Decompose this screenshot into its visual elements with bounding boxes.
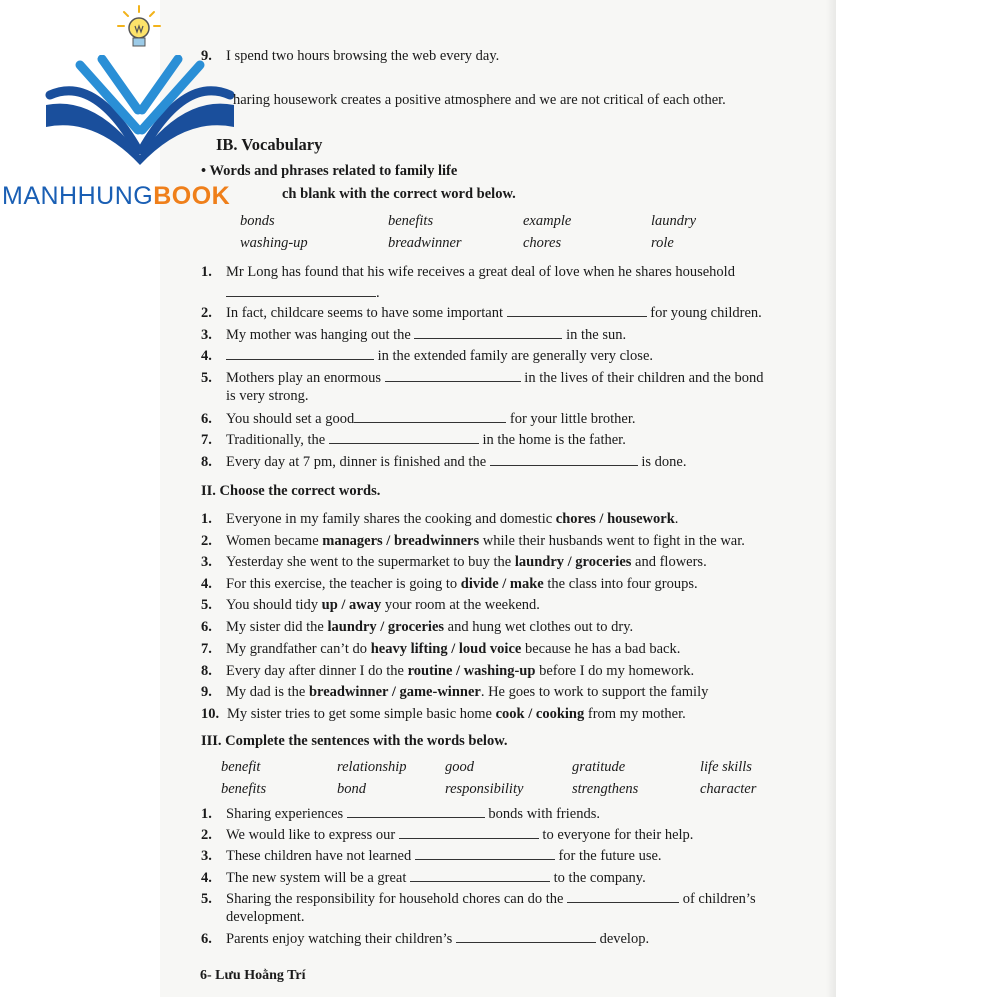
item-number: 4. xyxy=(201,870,212,886)
sentence-text: Mr Long has found that his wife receives a great deal of love when he shares household xyxy=(226,264,735,280)
answer-blank[interactable] xyxy=(354,410,506,423)
page-footer: 6- Lưu Hoằng Trí xyxy=(200,968,306,983)
sentence-text: For this exercise, the teacher is going to xyxy=(226,576,461,592)
choice-sentence xyxy=(226,683,708,701)
sentence-text: You should tidy xyxy=(226,597,322,613)
word-bank-item: benefits xyxy=(221,781,267,797)
sentence-text: to everyone for their help. xyxy=(542,827,694,843)
sentence-text: You should set a good xyxy=(226,411,355,427)
sentence-text: Everyone in my family shares the cooking and domestic xyxy=(226,511,556,527)
sentence-text: Mothers play an enormous xyxy=(226,370,382,386)
item-number: 2. xyxy=(201,827,212,843)
sentence-text: haring housework creates a positive atmosphere and we are not critical of each other. xyxy=(233,92,726,108)
word-choice[interactable]: breadwinner / game-winner xyxy=(308,684,481,700)
answer-blank[interactable] xyxy=(507,304,647,317)
sentence-line xyxy=(226,326,626,344)
brand-name-part-2: BOOK xyxy=(153,182,231,210)
sentence-text: Sharing the responsibility for household chores can do the xyxy=(226,891,564,907)
word-choice[interactable]: routine / washing-up xyxy=(407,663,536,679)
word-bank-item: bond xyxy=(337,781,366,797)
sentence-line xyxy=(226,431,626,449)
word-bank-item: responsibility xyxy=(445,781,524,797)
sentence-text: Every day at 7 pm, dinner is finished and the xyxy=(226,454,487,470)
answer-blank[interactable] xyxy=(226,347,374,360)
choice-sentence xyxy=(226,510,678,528)
word-choice[interactable]: laundry / groceries xyxy=(327,619,445,635)
choice-sentence xyxy=(226,640,680,658)
word-bank-item: role xyxy=(651,235,674,251)
sentence-text: My dad is the xyxy=(226,684,309,700)
item-number: 8. xyxy=(201,454,212,470)
choice-sentence xyxy=(226,532,745,550)
exercise-title: III. Complete the sentences with the words below. xyxy=(201,733,508,749)
sentence-text: In fact, childcare seems to have some important xyxy=(226,305,504,321)
sentence-text: your room at the weekend. xyxy=(381,597,540,613)
item-number: 4. xyxy=(201,576,212,592)
sentence-line xyxy=(226,805,600,823)
item-number: 3. xyxy=(201,554,212,570)
word-bank-item: benefit xyxy=(221,759,261,775)
page-edge-shadow xyxy=(826,0,836,997)
item-number: 2. xyxy=(201,533,212,549)
word-bank-item: washing-up xyxy=(240,235,308,251)
sentence-line xyxy=(226,869,646,887)
sentence-text: for your little brother. xyxy=(509,411,636,427)
sentence-text: in the sun. xyxy=(566,327,627,343)
right-margin xyxy=(836,0,997,997)
item-number: 6. xyxy=(201,411,212,427)
sentence-text: . xyxy=(376,285,380,301)
sentence-text: I spend two hours browsing the web every day. xyxy=(226,48,500,64)
exercise-title: ch blank with the correct word below. xyxy=(282,186,516,202)
item-number: 1. xyxy=(201,511,212,527)
sentence-line xyxy=(226,304,762,322)
answer-blank[interactable] xyxy=(567,890,679,903)
item-number: 4. xyxy=(201,348,212,364)
answer-blank[interactable] xyxy=(414,326,562,339)
answer-blank[interactable] xyxy=(347,805,485,818)
sentence-line xyxy=(226,826,693,844)
sentence-text: We would like to express our xyxy=(226,827,396,843)
item-number: 5. xyxy=(201,597,212,613)
word-bank-item: bonds xyxy=(240,213,275,229)
word-choice[interactable]: heavy lifting / loud voice xyxy=(370,641,522,657)
sentence-text: for the future use. xyxy=(558,848,662,864)
sentence-text: before I do my homework. xyxy=(535,663,695,679)
sentence-text: Every day after dinner I do the xyxy=(226,663,408,679)
sentence-text: and hung wet clothes out to dry. xyxy=(444,619,634,635)
answer-blank[interactable] xyxy=(415,847,555,860)
item-number: 5. xyxy=(201,891,212,907)
sentence-text: development. xyxy=(226,909,305,925)
answer-blank[interactable] xyxy=(456,930,596,943)
sentence-text: because he has a bad back. xyxy=(521,641,681,657)
sentence-line xyxy=(226,369,763,387)
sentence-text: is done. xyxy=(641,454,687,470)
sentence-text: to the company. xyxy=(553,870,646,886)
sentence-line xyxy=(226,847,662,865)
word-bank-item: relationship xyxy=(337,759,407,775)
sentence-text: for young children. xyxy=(650,305,762,321)
sentence-text: bonds with friends. xyxy=(488,806,600,822)
word-bank-item: breadwinner xyxy=(388,235,462,251)
answer-blank[interactable] xyxy=(226,284,376,297)
sentence-text: My mother was hanging out the xyxy=(226,327,411,343)
sentence-text: while their husbands went to fight in the war. xyxy=(479,533,745,549)
item-number: 10. xyxy=(201,706,220,722)
item-number: 8. xyxy=(201,663,212,679)
sentence-text: from my mother. xyxy=(584,706,686,722)
sentence-text: and flowers. xyxy=(631,554,707,570)
sentence-text: in the home is the father. xyxy=(482,432,626,448)
item-number: 1. xyxy=(201,264,212,280)
item-number: 2. xyxy=(201,305,212,321)
item-number: 6. xyxy=(201,931,212,947)
choice-sentence xyxy=(226,662,694,680)
word-choice[interactable]: laundry / groceries xyxy=(514,554,632,570)
word-bank-item: chores xyxy=(523,235,562,251)
sentence-line xyxy=(226,930,649,948)
answer-blank[interactable] xyxy=(385,369,521,382)
choice-sentence xyxy=(226,553,707,571)
open-book-logo-icon xyxy=(40,55,240,175)
item-number: 1. xyxy=(201,806,212,822)
sentence-text: develop. xyxy=(599,931,650,947)
item-number: 9. xyxy=(201,48,212,64)
sentence-text: The new system will be a great xyxy=(226,870,407,886)
sentence-text: These children have not learned xyxy=(226,848,412,864)
word-choice[interactable]: chores / housework xyxy=(555,511,675,527)
word-choice[interactable]: managers / breadwinners xyxy=(322,533,480,549)
answer-blank[interactable] xyxy=(399,826,539,839)
sentence-text: . xyxy=(674,511,679,527)
sentence-text: the class into four groups. xyxy=(543,576,698,592)
word-choice[interactable]: divide / make xyxy=(460,576,544,592)
word-choice[interactable]: cook / cooking xyxy=(495,706,585,722)
word-bank-item: laundry xyxy=(651,213,697,229)
answer-blank[interactable] xyxy=(329,431,479,444)
sentence-text: My sister did the xyxy=(226,619,328,635)
sentence-text: of children’s xyxy=(682,891,756,907)
exercise-title: II. Choose the correct words. xyxy=(201,483,381,499)
choice-sentence xyxy=(226,618,633,636)
sentence-line xyxy=(226,410,636,428)
choice-sentence xyxy=(227,705,686,723)
item-number: 3. xyxy=(201,327,212,343)
lightbulb-icon xyxy=(114,4,164,56)
word-bank-item: life skills xyxy=(700,759,752,775)
item-number: 7. xyxy=(201,432,212,448)
item-number: 9. xyxy=(201,684,212,700)
answer-blank[interactable] xyxy=(490,453,638,466)
word-bank-item: character xyxy=(700,781,757,797)
section-title: IB. Vocabulary xyxy=(216,135,323,154)
word-bank-item: example xyxy=(523,213,572,229)
sentence-blank-line xyxy=(226,284,380,302)
sentence-text: in the lives of their children and the bond xyxy=(524,370,764,386)
item-number: 7. xyxy=(201,641,212,657)
sentence-text: My grandfather can’t do xyxy=(226,641,371,657)
word-bank-item: benefits xyxy=(388,213,434,229)
sentence-text: Women became xyxy=(226,533,323,549)
sentence-text: in the extended family are generally very close. xyxy=(377,348,654,364)
brand-name-part-1: MANHHUNG xyxy=(2,182,154,210)
sentence-line xyxy=(226,890,756,908)
word-bank-item: gratitude xyxy=(572,759,626,775)
word-choice[interactable]: up / away xyxy=(321,597,382,613)
section-subtitle: • Words and phrases related to family life xyxy=(201,163,458,179)
sentence-text: Sharing experiences xyxy=(226,806,344,822)
sentence-text: My sister tries to get some simple basic home xyxy=(227,706,496,722)
sentence-line xyxy=(226,347,653,365)
sentence-text: Parents enjoy watching their children’s xyxy=(226,931,453,947)
sentence-line xyxy=(226,453,687,471)
word-bank-item: good xyxy=(445,759,474,775)
sentence-text: Traditionally, the xyxy=(226,432,326,448)
choice-sentence xyxy=(226,596,540,614)
item-number: 5. xyxy=(201,370,212,386)
sentence-text: . He goes to work to support the family xyxy=(480,684,709,700)
word-bank-item: strengthens xyxy=(572,781,639,797)
answer-blank[interactable] xyxy=(410,869,550,882)
item-number: 6. xyxy=(201,619,212,635)
sentence-text: is very strong. xyxy=(226,388,309,404)
brand-logo-text xyxy=(2,182,230,211)
choice-sentence xyxy=(226,575,698,593)
sentence-text: Yesterday she went to the supermarket to buy the xyxy=(226,554,515,570)
item-number: 3. xyxy=(201,848,212,864)
